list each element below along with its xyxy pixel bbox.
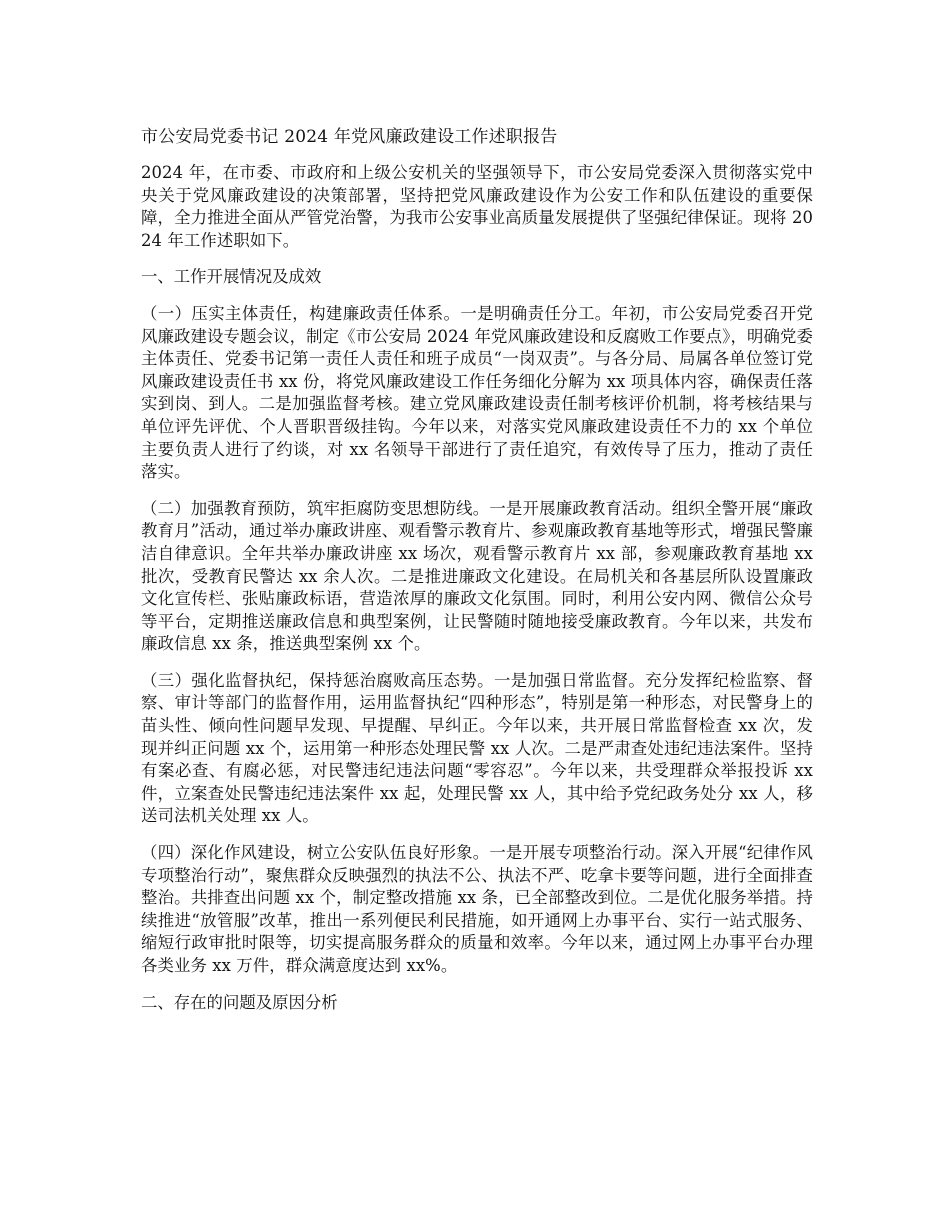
paragraph-responsibility: （一）压实主体责任，构建廉政责任体系。一是明确责任分工。年初，市公安局党委召开党风廉政建设专题会议，制定《市公安局 2024 年党风廉政建设和反腐败工作要点》，明确党委主体责任、党委书记第一责任人责任和班子成员“一岗双责”。与各分局、局属各单位签订党风廉政建设责任书 xx 份，将党风廉政建设工作任务细化分解为 xx 项具体内容，确保责任落实到岗、到人。二是加强监督考核。建立党风廉政建设责任制考核评价机制，将考核结果与单位评先评优、个人晋职晋级挂钩。今年以来，对落实党风廉政建设责任不力的 xx 个单位主要负责人进行了约谈，对 xx 名领导干部进行了责任追究，有效传导了压力，推动了责任落实。: [141, 303, 813, 482]
paragraph-work-style: （四）深化作风建设，树立公安队伍良好形象。一是开展专项整治行动。深入开展“纪律作风专项整治行动”，聚焦群众反映强烈的执法不公、执法不严、吃拿卡要等问题，进行全面排查整治。共排查出问题 xx 个，制定整改措施 xx 条，已全部整改到位。二是优化服务举措。持续推进“放管服”改革，推出一系列便民利民措施，如开通网上办事平台、实行一站式服务、缩短行政审批时限等，切实提高服务群众的质量和效率。今年以来，通过网上办事平台办理各类业务 xx 万件，群众满意度达到 xx%。: [141, 843, 813, 975]
section-heading-1: 一、工作开展情况及成效: [141, 267, 322, 287]
section-heading-2: 二、存在的问题及原因分析: [141, 992, 338, 1012]
document-page: [141, 126, 813, 1028]
document-title: 市公安局党委书记 2024 年党风廉政建设工作述职报告: [141, 127, 558, 147]
paragraph-supervision: （三）强化监督执纪，保持惩治腐败高压态势。一是加强日常监督。充分发挥纪检监察、督察、审计等部门的监督作用，运用监督执纪“四种形态”，特别是第一种形态，对民警身上的苗头性、倾向性问题早发现、早提醒、早纠正。今年以来，共开展日常监督检查 xx 次，发现并纠正问题 xx 个，运用第一种形态处理民警 xx 人次。二是严肃查处违纪违法案件。坚持有案必查、有腐必惩，对民警违纪违法问题“零容忍”。今年以来，共受理群众举报投诉 xx 件，立案查处民警违纪违法案件 xx 起，处理民警 xx 人，其中给予党纪政务处分 xx 人，移送司法机关处理 xx 人。: [141, 670, 813, 826]
paragraph-education: （二）加强教育预防，筑牢拒腐防变思想防线。一是开展廉政教育活动。组织全警开展“廉政教育月”活动，通过举办廉政讲座、观看警示教育片、参观廉政教育基地等形式，增强民警廉洁自律意识。全年共举办廉政讲座 xx 场次，观看警示教育片 xx 部，参观廉政教育基地 xx 批次，受教育民警达 xx 余人次。二是推进廉政文化建设。在局机关和各基层所队设置廉政文化宣传栏、张贴廉政标语，营造浓厚的廉政文化氛围。同时，利用公安内网、微信公众号等平台，定期推送廉政信息和典型案例，让民警随时随地接受廉政教育。今年以来，共发布廉政信息 xx 条，推送典型案例 xx 个。: [141, 498, 813, 654]
intro-paragraph: 2024 年，在市委、市政府和上级公安机关的坚强领导下，市公安局党委深入贯彻落实党中央关于党风廉政建设的决策部署，坚持把党风廉政建设作为公安工作和队伍建设的重要保障，全力推进全面从严管党治警，为我市公安事业高质量发展提供了坚强纪律保证。现将 2024 年工作述职如下。: [141, 163, 813, 250]
